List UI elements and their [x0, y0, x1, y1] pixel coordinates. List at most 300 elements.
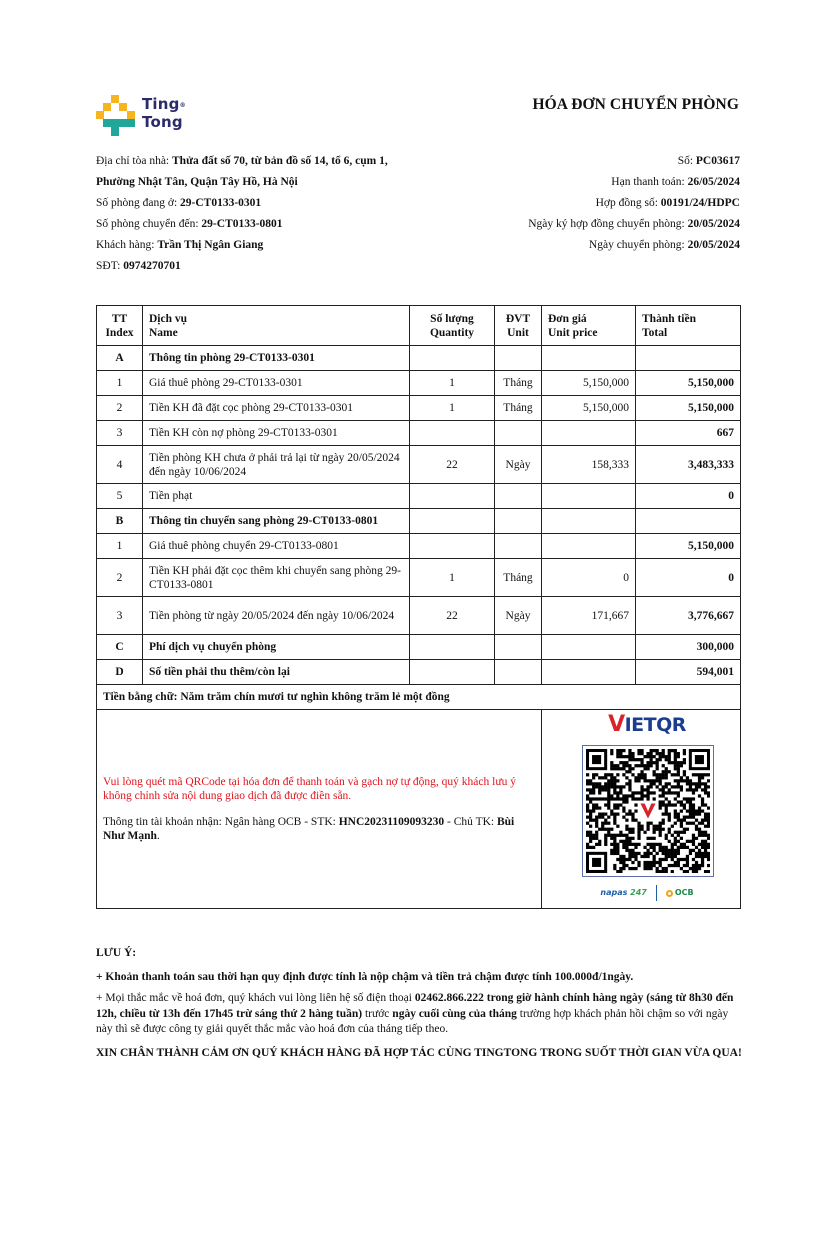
qr-module: [683, 761, 686, 764]
row-quantity: [410, 484, 495, 509]
qr-module: [616, 794, 619, 797]
qr-module: [668, 791, 671, 794]
qr-module: [665, 855, 668, 858]
notes-section: [96, 947, 746, 1061]
qr-module: [668, 782, 671, 785]
qr-cell: [542, 710, 741, 909]
qr-module: [607, 785, 610, 788]
row-quantity: [410, 534, 495, 559]
qr-module: [707, 819, 710, 822]
qr-module: [656, 828, 659, 831]
qr-module: [643, 788, 646, 791]
qr-module: [674, 840, 677, 843]
qr-module: [589, 797, 592, 800]
sign-date-value: 20/05/2024: [687, 218, 740, 230]
qr-module: [674, 758, 677, 761]
qr-module: [668, 755, 671, 758]
qr-module: [680, 803, 683, 806]
qr-module: [619, 831, 622, 834]
current-room-label: Số phòng đang ở:: [96, 197, 181, 209]
vietqr-card: [548, 710, 746, 908]
qr-module: [707, 852, 710, 855]
qr-module: [646, 864, 649, 867]
qr-module: [586, 782, 589, 785]
qr-module: [668, 761, 671, 764]
qr-module: [683, 773, 686, 776]
qr-module: [607, 831, 610, 834]
qr-module: [646, 837, 649, 840]
qr-module: [643, 846, 646, 849]
qr-module: [707, 846, 710, 849]
header-quantity-vi: Số lượng: [430, 312, 474, 325]
qr-module: [671, 849, 674, 852]
qr-module: [689, 867, 692, 870]
qr-module: [677, 791, 680, 794]
qr-module: [689, 852, 692, 855]
qr-module: [680, 825, 683, 828]
qr-module: [677, 816, 680, 819]
row-unit: Tháng: [495, 371, 542, 396]
qr-module: [601, 828, 604, 831]
qr-module: [692, 809, 695, 812]
qr-module: [671, 858, 674, 861]
qr-module: [662, 785, 665, 788]
qr-module: [607, 806, 610, 809]
qr-module: [674, 852, 677, 855]
qr-module: [650, 822, 653, 825]
qr-module: [601, 776, 604, 779]
row-quantity: [410, 346, 495, 371]
qr-module: [595, 822, 598, 825]
row-index: 1: [97, 371, 143, 396]
qr-module: [613, 776, 616, 779]
qr-module: [628, 837, 631, 840]
qr-module: [628, 788, 631, 791]
qr-module: [665, 852, 668, 855]
qr-module: [610, 849, 613, 852]
qr-module: [646, 843, 649, 846]
qr-module: [665, 813, 668, 816]
qr-module: [640, 797, 643, 800]
qr-module: [653, 855, 656, 858]
napas-text: napas: [600, 888, 628, 897]
qr-module: [692, 816, 695, 819]
qr-module: [680, 809, 683, 812]
qr-module: [662, 764, 665, 767]
qr-module: [625, 843, 628, 846]
qr-module: [674, 773, 677, 776]
qr-module: [689, 840, 692, 843]
qr-module: [650, 785, 653, 788]
qr-module: [659, 858, 662, 861]
qr-module: [680, 788, 683, 791]
header-unit-price: [542, 306, 636, 346]
qr-module: [677, 852, 680, 855]
row-unit: Ngày: [495, 597, 542, 635]
qr-module: [586, 773, 589, 776]
qr-module: [631, 828, 634, 831]
table-row: [97, 484, 741, 509]
header-name-vi: Dịch vụ: [149, 312, 188, 325]
qr-module: [610, 834, 613, 837]
qr-module: [640, 791, 643, 794]
qr-module: [656, 776, 659, 779]
qr-module: [689, 797, 692, 800]
qr-module: [695, 867, 698, 870]
qr-module: [695, 852, 698, 855]
qr-module: [628, 767, 631, 770]
header-unit-en: Unit: [507, 326, 529, 339]
qr-module: [656, 785, 659, 788]
qr-module: [680, 785, 683, 788]
qr-module: [659, 779, 662, 782]
qr-module: [707, 825, 710, 828]
qr-module: [671, 749, 674, 752]
qr-module: [631, 843, 634, 846]
header-index: [97, 306, 143, 346]
due-date-label: Hạn thanh toán:: [611, 176, 688, 188]
qr-module: [680, 779, 683, 782]
qr-module: [619, 749, 622, 752]
qr-module: [704, 788, 707, 791]
qr-module: [686, 828, 689, 831]
qr-module: [589, 809, 592, 812]
qr-module: [616, 764, 619, 767]
row-name: Phí dịch vụ chuyển phòng: [143, 635, 410, 660]
qr-module: [680, 837, 683, 840]
qr-module: [613, 785, 616, 788]
qr-module: [683, 864, 686, 867]
table-row: [97, 559, 741, 597]
qr-module: [619, 797, 622, 800]
qr-module: [677, 773, 680, 776]
qr-module: [622, 846, 625, 849]
qr-module: [595, 797, 598, 800]
qr-module: [613, 816, 616, 819]
qr-module: [665, 806, 668, 809]
qr-module: [671, 803, 674, 806]
qr-module: [704, 803, 707, 806]
qr-module: [646, 855, 649, 858]
qr-module: [637, 861, 640, 864]
qr-module: [701, 800, 704, 803]
qr-module: [701, 852, 704, 855]
qr-module: [646, 767, 649, 770]
row-total: 0: [636, 484, 741, 509]
qr-module: [589, 825, 592, 828]
qr-module: [628, 758, 631, 761]
qr-module: [686, 797, 689, 800]
phone-label: SĐT:: [96, 260, 124, 272]
qr-module: [701, 831, 704, 834]
qr-module: [631, 797, 634, 800]
qr-module: [698, 782, 701, 785]
qr-module: [701, 773, 704, 776]
qr-module: [598, 776, 601, 779]
qr-module: [589, 819, 592, 822]
qr-module: [619, 761, 622, 764]
qr-module: [622, 773, 625, 776]
qr-module: [668, 813, 671, 816]
qr-module: [604, 788, 607, 791]
qr-module: [610, 782, 613, 785]
qr-module: [598, 828, 601, 831]
qr-module: [646, 828, 649, 831]
qr-module: [698, 843, 701, 846]
qr-module: [668, 855, 671, 858]
qr-module: [653, 828, 656, 831]
qr-module: [628, 855, 631, 858]
qr-module: [607, 779, 610, 782]
qr-module: [650, 749, 653, 752]
qr-module: [650, 758, 653, 761]
qr-module: [592, 791, 595, 794]
qr-module: [634, 764, 637, 767]
qr-module: [698, 779, 701, 782]
qr-module: [662, 803, 665, 806]
header-unit: [495, 306, 542, 346]
qr-module: [665, 791, 668, 794]
qr-module: [680, 819, 683, 822]
qr-module: [607, 773, 610, 776]
qr-module: [616, 843, 619, 846]
qr-module: [671, 846, 674, 849]
phone-value: 0974270701: [123, 260, 181, 272]
current-room-value: 29-CT0133-0301: [180, 197, 262, 209]
qr-module: [707, 785, 710, 788]
qr-module: [613, 782, 616, 785]
qr-module: [586, 843, 589, 846]
row-index: 4: [97, 446, 143, 484]
qr-module: [707, 855, 710, 858]
qr-module: [631, 773, 634, 776]
qr-module: [683, 770, 686, 773]
qr-module: [656, 867, 659, 870]
qr-module: [668, 758, 671, 761]
qr-module: [692, 773, 695, 776]
qr-module: [643, 852, 646, 855]
qr-module: [589, 779, 592, 782]
header-total-vi: Thành tiền: [642, 312, 697, 325]
qr-module: [704, 834, 707, 837]
qr-module: [704, 813, 707, 816]
qr-module: [662, 870, 665, 873]
qr-module: [668, 800, 671, 803]
qr-module: [689, 849, 692, 852]
qr-module: [628, 813, 631, 816]
qr-module: [616, 834, 619, 837]
qr-module: [619, 858, 622, 861]
qr-module: [671, 864, 674, 867]
qr-module: [610, 797, 613, 800]
qr-module: [668, 831, 671, 834]
qr-module: [692, 867, 695, 870]
qr-module: [701, 782, 704, 785]
row-name: Thông tin chuyển sang phòng 29-CT0133-0801: [143, 509, 410, 534]
qr-module: [656, 861, 659, 864]
table-body: [97, 346, 741, 685]
qr-module: [653, 846, 656, 849]
qr-module: [698, 776, 701, 779]
logo-divider: [656, 885, 657, 901]
registered-mark: ®: [179, 102, 186, 109]
qr-module: [665, 858, 668, 861]
qr-module: [656, 749, 659, 752]
qr-module: [598, 785, 601, 788]
header-unit-price-vi: Đơn giá: [548, 312, 587, 325]
qr-module: [616, 870, 619, 873]
qr-module: [653, 749, 656, 752]
qr-module: [613, 849, 616, 852]
qr-module: [619, 840, 622, 843]
qr-module: [707, 834, 710, 837]
qr-module: [659, 870, 662, 873]
qr-module: [616, 779, 619, 782]
qr-module: [677, 819, 680, 822]
qr-module: [586, 831, 589, 834]
qr-module: [704, 791, 707, 794]
qr-module: [650, 752, 653, 755]
qr-module: [625, 776, 628, 779]
qr-module: [689, 788, 692, 791]
qr-module: [601, 785, 604, 788]
qr-module: [692, 791, 695, 794]
qr-module: [692, 834, 695, 837]
qr-module: [677, 840, 680, 843]
row-quantity: [410, 509, 495, 534]
qr-module: [604, 837, 607, 840]
qr-module: [589, 788, 592, 791]
qr-module: [671, 785, 674, 788]
row-quantity: [410, 635, 495, 660]
qr-module: [671, 791, 674, 794]
qr-code[interactable]: [582, 745, 714, 877]
qr-module: [640, 828, 643, 831]
qr-module: [665, 773, 668, 776]
qr-module: [674, 861, 677, 864]
qr-module: [680, 867, 683, 870]
document-title: HÓA ĐƠN CHUYỂN PHÒNG: [532, 96, 739, 113]
row-unit-price: 171,667: [542, 597, 636, 635]
qr-module: [698, 828, 701, 831]
qr-module: [665, 770, 668, 773]
qr-module: [674, 822, 677, 825]
qr-module: [601, 788, 604, 791]
row-quantity: 22: [410, 446, 495, 484]
row-index: D: [97, 660, 143, 685]
qr-module: [637, 773, 640, 776]
qr-module: [683, 749, 686, 752]
row-quantity: 22: [410, 597, 495, 635]
qr-module: [592, 809, 595, 812]
row-total: 0: [636, 559, 741, 597]
qr-module: [643, 773, 646, 776]
qr-module: [607, 834, 610, 837]
account-number: HNC20231109093230: [338, 816, 445, 828]
qr-module: [631, 816, 634, 819]
qr-module: [701, 840, 704, 843]
qr-module: [625, 770, 628, 773]
account-info: [103, 815, 535, 843]
qr-module: [637, 752, 640, 755]
qr-module: [607, 782, 610, 785]
qr-module: [674, 764, 677, 767]
qr-module: [680, 822, 683, 825]
qr-module: [674, 797, 677, 800]
qr-module: [634, 791, 637, 794]
qr-module: [698, 867, 701, 870]
qr-module: [640, 764, 643, 767]
qr-module: [665, 803, 668, 806]
qr-module: [653, 825, 656, 828]
qr-module: [665, 785, 668, 788]
qr-module: [589, 816, 592, 819]
qr-module: [616, 797, 619, 800]
row-unit-price: [542, 509, 636, 534]
row-unit: [495, 421, 542, 446]
qr-module: [659, 773, 662, 776]
qr-module: [586, 803, 589, 806]
qr-module: [704, 816, 707, 819]
note-contact-part1: + Mọi thắc mắc về hoá đơn, quý khách vui lòng liên hệ số điện thoại: [96, 992, 415, 1004]
qr-module: [653, 791, 656, 794]
qr-module: [653, 831, 656, 834]
row-unit-price: 5,150,000: [542, 396, 636, 421]
qr-module: [671, 834, 674, 837]
qr-module: [646, 849, 649, 852]
qr-module: [656, 767, 659, 770]
qr-module: [640, 855, 643, 858]
qr-module: [628, 755, 631, 758]
qr-module: [589, 800, 592, 803]
qr-module: [613, 864, 616, 867]
qr-module: [695, 785, 698, 788]
qr-module: [631, 767, 634, 770]
qr-module: [592, 782, 595, 785]
qr-module: [701, 809, 704, 812]
qr-module: [637, 764, 640, 767]
qr-module: [677, 761, 680, 764]
qr-module: [704, 870, 707, 873]
qr-module: [610, 794, 613, 797]
qr-module: [698, 849, 701, 852]
new-room-line: [96, 214, 456, 235]
row-index: 3: [97, 597, 143, 635]
qr-module: [622, 761, 625, 764]
qr-module: [625, 819, 628, 822]
qr-module: [695, 819, 698, 822]
qr-module: [650, 861, 653, 864]
qr-module: [698, 806, 701, 809]
qr-module: [643, 867, 646, 870]
qr-module: [707, 837, 710, 840]
qr-module: [701, 822, 704, 825]
qr-module: [695, 864, 698, 867]
qr-module: [680, 843, 683, 846]
qr-module: [631, 849, 634, 852]
qr-module: [586, 846, 589, 849]
ocb-text: OCB: [674, 888, 694, 897]
qr-module: [622, 785, 625, 788]
napas-logo: [600, 886, 646, 900]
qr-module: [631, 867, 634, 870]
qr-module: [701, 843, 704, 846]
qr-module: [665, 837, 668, 840]
invoice-number-line: [420, 151, 740, 172]
row-name: Số tiền phải thu thêm/còn lại: [143, 660, 410, 685]
qr-module: [674, 837, 677, 840]
qr-module: [631, 831, 634, 834]
